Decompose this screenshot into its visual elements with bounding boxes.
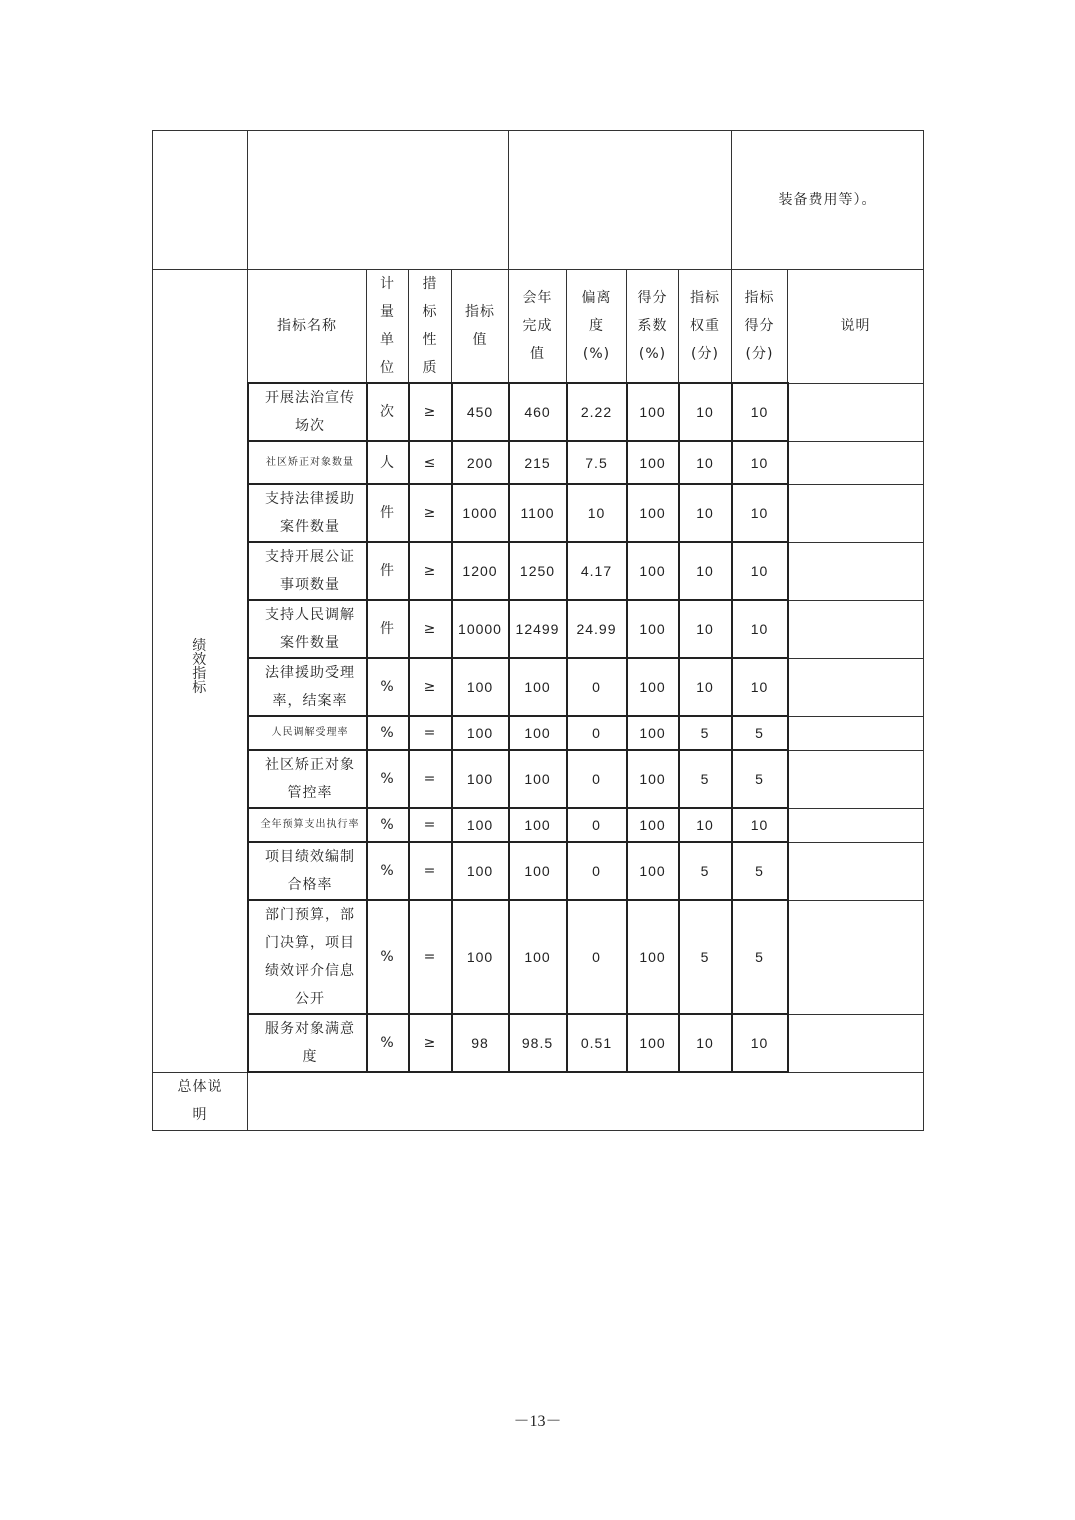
row-target: 100 [452, 842, 509, 900]
row-deviation: 0 [567, 658, 627, 716]
table-row [153, 1014, 924, 1072]
row-score: 10 [732, 658, 788, 716]
row-score: 5 [732, 750, 788, 808]
row-name: 社区矫正对象数量 [248, 441, 367, 484]
row-target: 100 [452, 900, 509, 1014]
row-note [788, 383, 924, 441]
row-deviation: 0 [567, 750, 627, 808]
row-weight: 10 [679, 383, 732, 441]
table-row [153, 658, 924, 716]
row-coef: 100 [627, 658, 679, 716]
row-name: 支持开展公证事项数量 [248, 542, 367, 600]
top-cell-3 [509, 131, 732, 270]
row-target: 100 [452, 716, 509, 750]
row-note [788, 842, 924, 900]
row-actual: 100 [509, 716, 567, 750]
row-coef: 100 [627, 600, 679, 658]
row-name: 支持人民调解案件数量 [248, 600, 367, 658]
summary-content [248, 1072, 924, 1130]
row-score: 5 [732, 716, 788, 750]
row-score: 10 [732, 484, 788, 542]
row-target: 450 [452, 383, 509, 441]
table-row [153, 842, 924, 900]
row-target: 1200 [452, 542, 509, 600]
row-name: 支持法律援助案件数量 [248, 484, 367, 542]
row-unit: 件 [367, 484, 409, 542]
row-unit: 件 [367, 600, 409, 658]
header-weight: 指标 权重 (分) [679, 270, 732, 384]
row-deviation: 10 [567, 484, 627, 542]
row-unit: % [367, 842, 409, 900]
table-row [153, 484, 924, 542]
row-weight: 10 [679, 808, 732, 842]
table-row [153, 441, 924, 484]
row-actual: 460 [509, 383, 567, 441]
row-note [788, 658, 924, 716]
row-actual: 98.5 [509, 1014, 567, 1072]
row-op: = [409, 842, 452, 900]
row-coef: 100 [627, 484, 679, 542]
row-actual: 100 [509, 900, 567, 1014]
row-actual: 1100 [509, 484, 567, 542]
row-score: 10 [732, 542, 788, 600]
row-deviation: 7.5 [567, 441, 627, 484]
row-note [788, 484, 924, 542]
row-op: = [409, 900, 452, 1014]
header-target: 指标值 [452, 270, 509, 384]
row-op: ≥ [409, 600, 452, 658]
header-actual: 会年完成值 [509, 270, 567, 384]
table-row [153, 808, 924, 842]
row-op: ≥ [409, 484, 452, 542]
row-op: = [409, 750, 452, 808]
header-nature: 措标性质 [409, 270, 452, 384]
row-coef: 100 [627, 1014, 679, 1072]
header-deviation: 偏离 度 (%) [567, 270, 627, 384]
row-note [788, 600, 924, 658]
row-target: 100 [452, 750, 509, 808]
row-coef: 100 [627, 716, 679, 750]
row-weight: 10 [679, 658, 732, 716]
row-deviation: 0.51 [567, 1014, 627, 1072]
row-coef: 100 [627, 750, 679, 808]
row-weight: 10 [679, 441, 732, 484]
row-unit: % [367, 716, 409, 750]
row-unit: 人 [367, 441, 409, 484]
row-op: = [409, 808, 452, 842]
row-score: 10 [732, 441, 788, 484]
row-weight: 10 [679, 1014, 732, 1072]
row-weight: 5 [679, 750, 732, 808]
row-deviation: 0 [567, 716, 627, 750]
row-note [788, 1014, 924, 1072]
row-unit: % [367, 658, 409, 716]
row-unit: % [367, 808, 409, 842]
header-name: 指标名称 [248, 270, 367, 384]
row-note [788, 750, 924, 808]
row-name: 服务对象满意度 [248, 1014, 367, 1072]
table-row [153, 542, 924, 600]
summary-label: 总体说明 [153, 1072, 248, 1130]
row-actual: 1250 [509, 542, 567, 600]
row-coef: 100 [627, 542, 679, 600]
row-unit: % [367, 1014, 409, 1072]
row-weight: 5 [679, 900, 732, 1014]
row-target: 100 [452, 658, 509, 716]
row-op: = [409, 716, 452, 750]
table-row [153, 716, 924, 750]
row-deviation: 0 [567, 900, 627, 1014]
row-deviation: 4.17 [567, 542, 627, 600]
row-name: 法律援助受理率，结案率 [248, 658, 367, 716]
row-op: ≥ [409, 542, 452, 600]
row-deviation: 24.99 [567, 600, 627, 658]
row-coef: 100 [627, 900, 679, 1014]
row-name: 部门预算，部门决算，项目绩效评介信息公开 [248, 900, 367, 1014]
top-note: 装备费用等）。 [732, 131, 924, 270]
row-coef: 100 [627, 808, 679, 842]
table-row [153, 900, 924, 1014]
row-score: 5 [732, 842, 788, 900]
row-actual: 100 [509, 842, 567, 900]
row-actual: 100 [509, 750, 567, 808]
table-row [153, 383, 924, 441]
row-unit: % [367, 900, 409, 1014]
header-score: 指标 得分 (分) [732, 270, 788, 384]
row-actual: 100 [509, 808, 567, 842]
row-actual: 215 [509, 441, 567, 484]
row-coef: 100 [627, 842, 679, 900]
row-note [788, 542, 924, 600]
row-weight: 10 [679, 542, 732, 600]
table-row [153, 600, 924, 658]
row-deviation: 0 [567, 842, 627, 900]
row-deviation: 0 [567, 808, 627, 842]
header-note: 说明 [788, 270, 924, 384]
row-weight: 10 [679, 484, 732, 542]
row-note [788, 808, 924, 842]
row-unit: 件 [367, 542, 409, 600]
row-score: 10 [732, 1014, 788, 1072]
top-cell-2 [248, 131, 509, 270]
row-weight: 5 [679, 716, 732, 750]
header-coef: 得分 系数 (%) [627, 270, 679, 384]
row-weight: 5 [679, 842, 732, 900]
row-name: 开展法治宣传场次 [248, 383, 367, 441]
row-name: 社区矫正对象管控率 [248, 750, 367, 808]
row-deviation: 2.22 [567, 383, 627, 441]
row-note [788, 716, 924, 750]
row-target: 200 [452, 441, 509, 484]
row-coef: 100 [627, 383, 679, 441]
row-target: 100 [452, 808, 509, 842]
row-name: 全年预算支出执行率 [248, 808, 367, 842]
row-target: 10000 [452, 600, 509, 658]
row-actual: 100 [509, 658, 567, 716]
row-op: ≥ [409, 383, 452, 441]
row-target: 1000 [452, 484, 509, 542]
row-score: 10 [732, 808, 788, 842]
row-score: 10 [732, 383, 788, 441]
row-coef: 100 [627, 441, 679, 484]
top-left-cell [153, 131, 248, 270]
row-op: ≥ [409, 658, 452, 716]
row-name: 项目绩效编制合格率 [248, 842, 367, 900]
row-unit: % [367, 750, 409, 808]
row-op: ≥ [409, 1014, 452, 1072]
row-name: 人民调解受理率 [248, 716, 367, 750]
row-note [788, 900, 924, 1014]
row-actual: 12499 [509, 600, 567, 658]
row-weight: 10 [679, 600, 732, 658]
section-label [153, 270, 248, 1073]
row-op: ≤ [409, 441, 452, 484]
header-unit: 计量单位 [367, 270, 409, 384]
row-score: 10 [732, 600, 788, 658]
row-unit: 次 [367, 383, 409, 441]
section-label-text: 绩效指标 [192, 638, 208, 697]
performance-table [152, 130, 924, 1131]
table-row [153, 750, 924, 808]
row-target: 98 [452, 1014, 509, 1072]
page-number: －13－ [513, 1413, 562, 1430]
row-score: 5 [732, 900, 788, 1014]
row-note [788, 441, 924, 484]
